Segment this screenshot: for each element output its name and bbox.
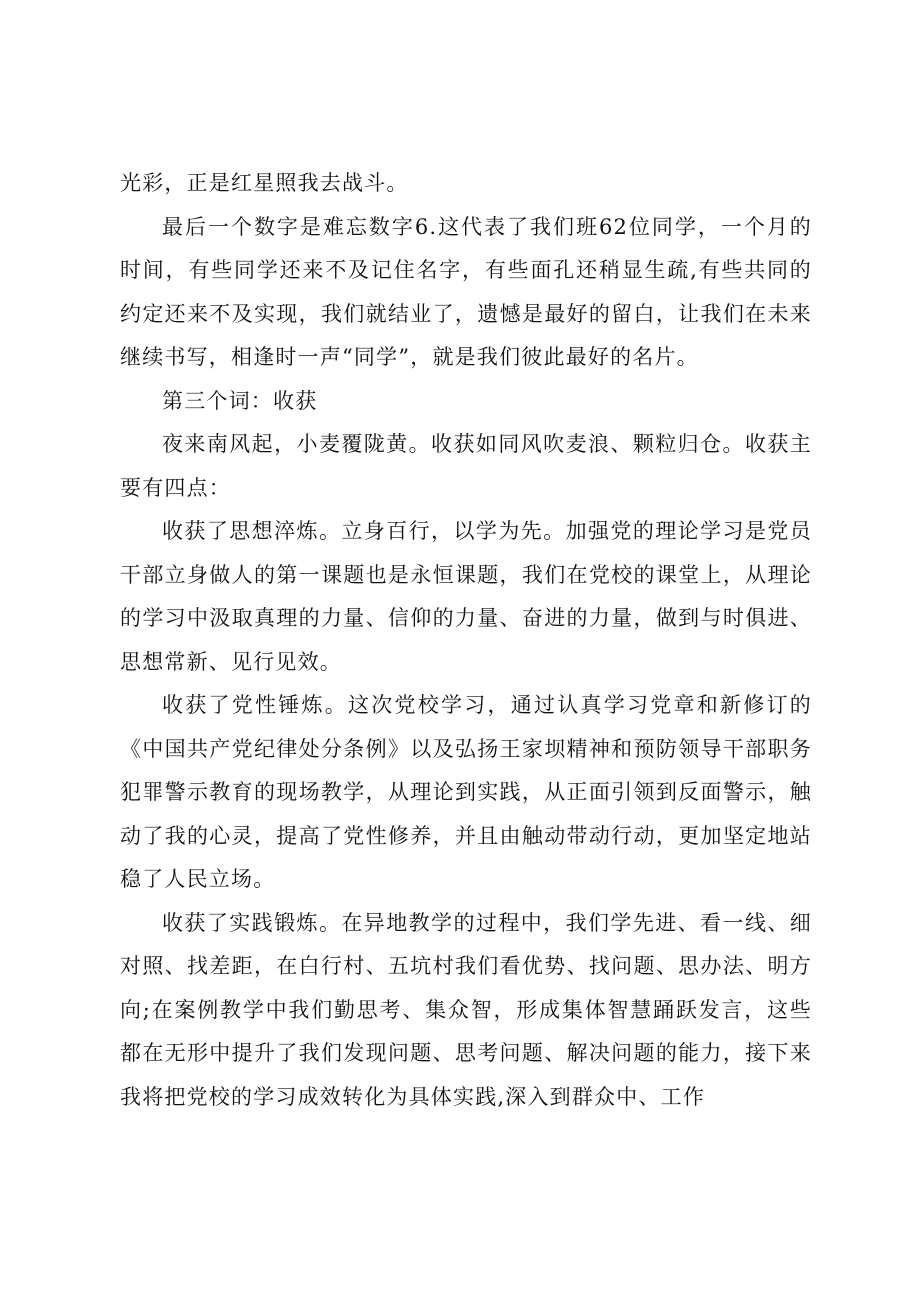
paragraph-harvest-intro: 夜来南风起，小麦覆陇黄。收获如同风吹麦浪、颗粒归仓。收获主要有四点： — [120, 432, 812, 500]
section-heading-third-word: 第三个词：收获 — [162, 388, 318, 413]
paragraph-continuation: 光彩，正是红星照我去战斗。 — [120, 171, 409, 195]
paragraph-party-spirit: 收获了党性锤炼。这次党校学习，通过认真学习党章和新修订的《中国共产党纪律处分条例》以及弘扬王家坝精神和预防领导干部职务犯罪警示教育的现场教学，从理论到实践，从正面引领到反面警示，触动了我的心灵，提高了党性修养，并且由触动带动行动，更加坚定地站稳了人民立场。 — [120, 693, 812, 891]
paragraph-ideological-tempering: 收获了思想淬炼。立身百行，以学为先。加强党的理论学习是党员干部立身做人的第一课题也是永恒课题，我们在党校的课堂上，从理论的学习中汲取真理的力量、信仰的力量、奋进的力量，做到与时俱进、思想常新、见行见效。 — [120, 519, 812, 674]
document-body — [120, 162, 812, 1119]
paragraph-number-six: 最后一个数字是难忘数字6.这代表了我们班62位同学，一个月的时间，有些同学还来不及记住名字，有些面孔还稍显生疏,有些共同的约定还来不及实现，我们就结业了，遗憾是最好的留白，让我们在未来继续书写，相逢时一声“同学”，就是我们彼此最好的名片。 — [120, 214, 812, 369]
paragraph-practice-tempering: 收获了实践锻炼。在异地教学的过程中，我们学先进、看一线、细对照、找差距，在白行村、五坑村我们看优势、找问题、思办法、明方向;在案例教学中我们勤思考、集众智，形成集体智慧踊跃发言，这些都在无形中提升了我们发现问题、思考问题、解决问题的能力，接下来我将把党校的学习成效转化为具体实践,深入到群众中、工作 — [120, 910, 812, 1109]
